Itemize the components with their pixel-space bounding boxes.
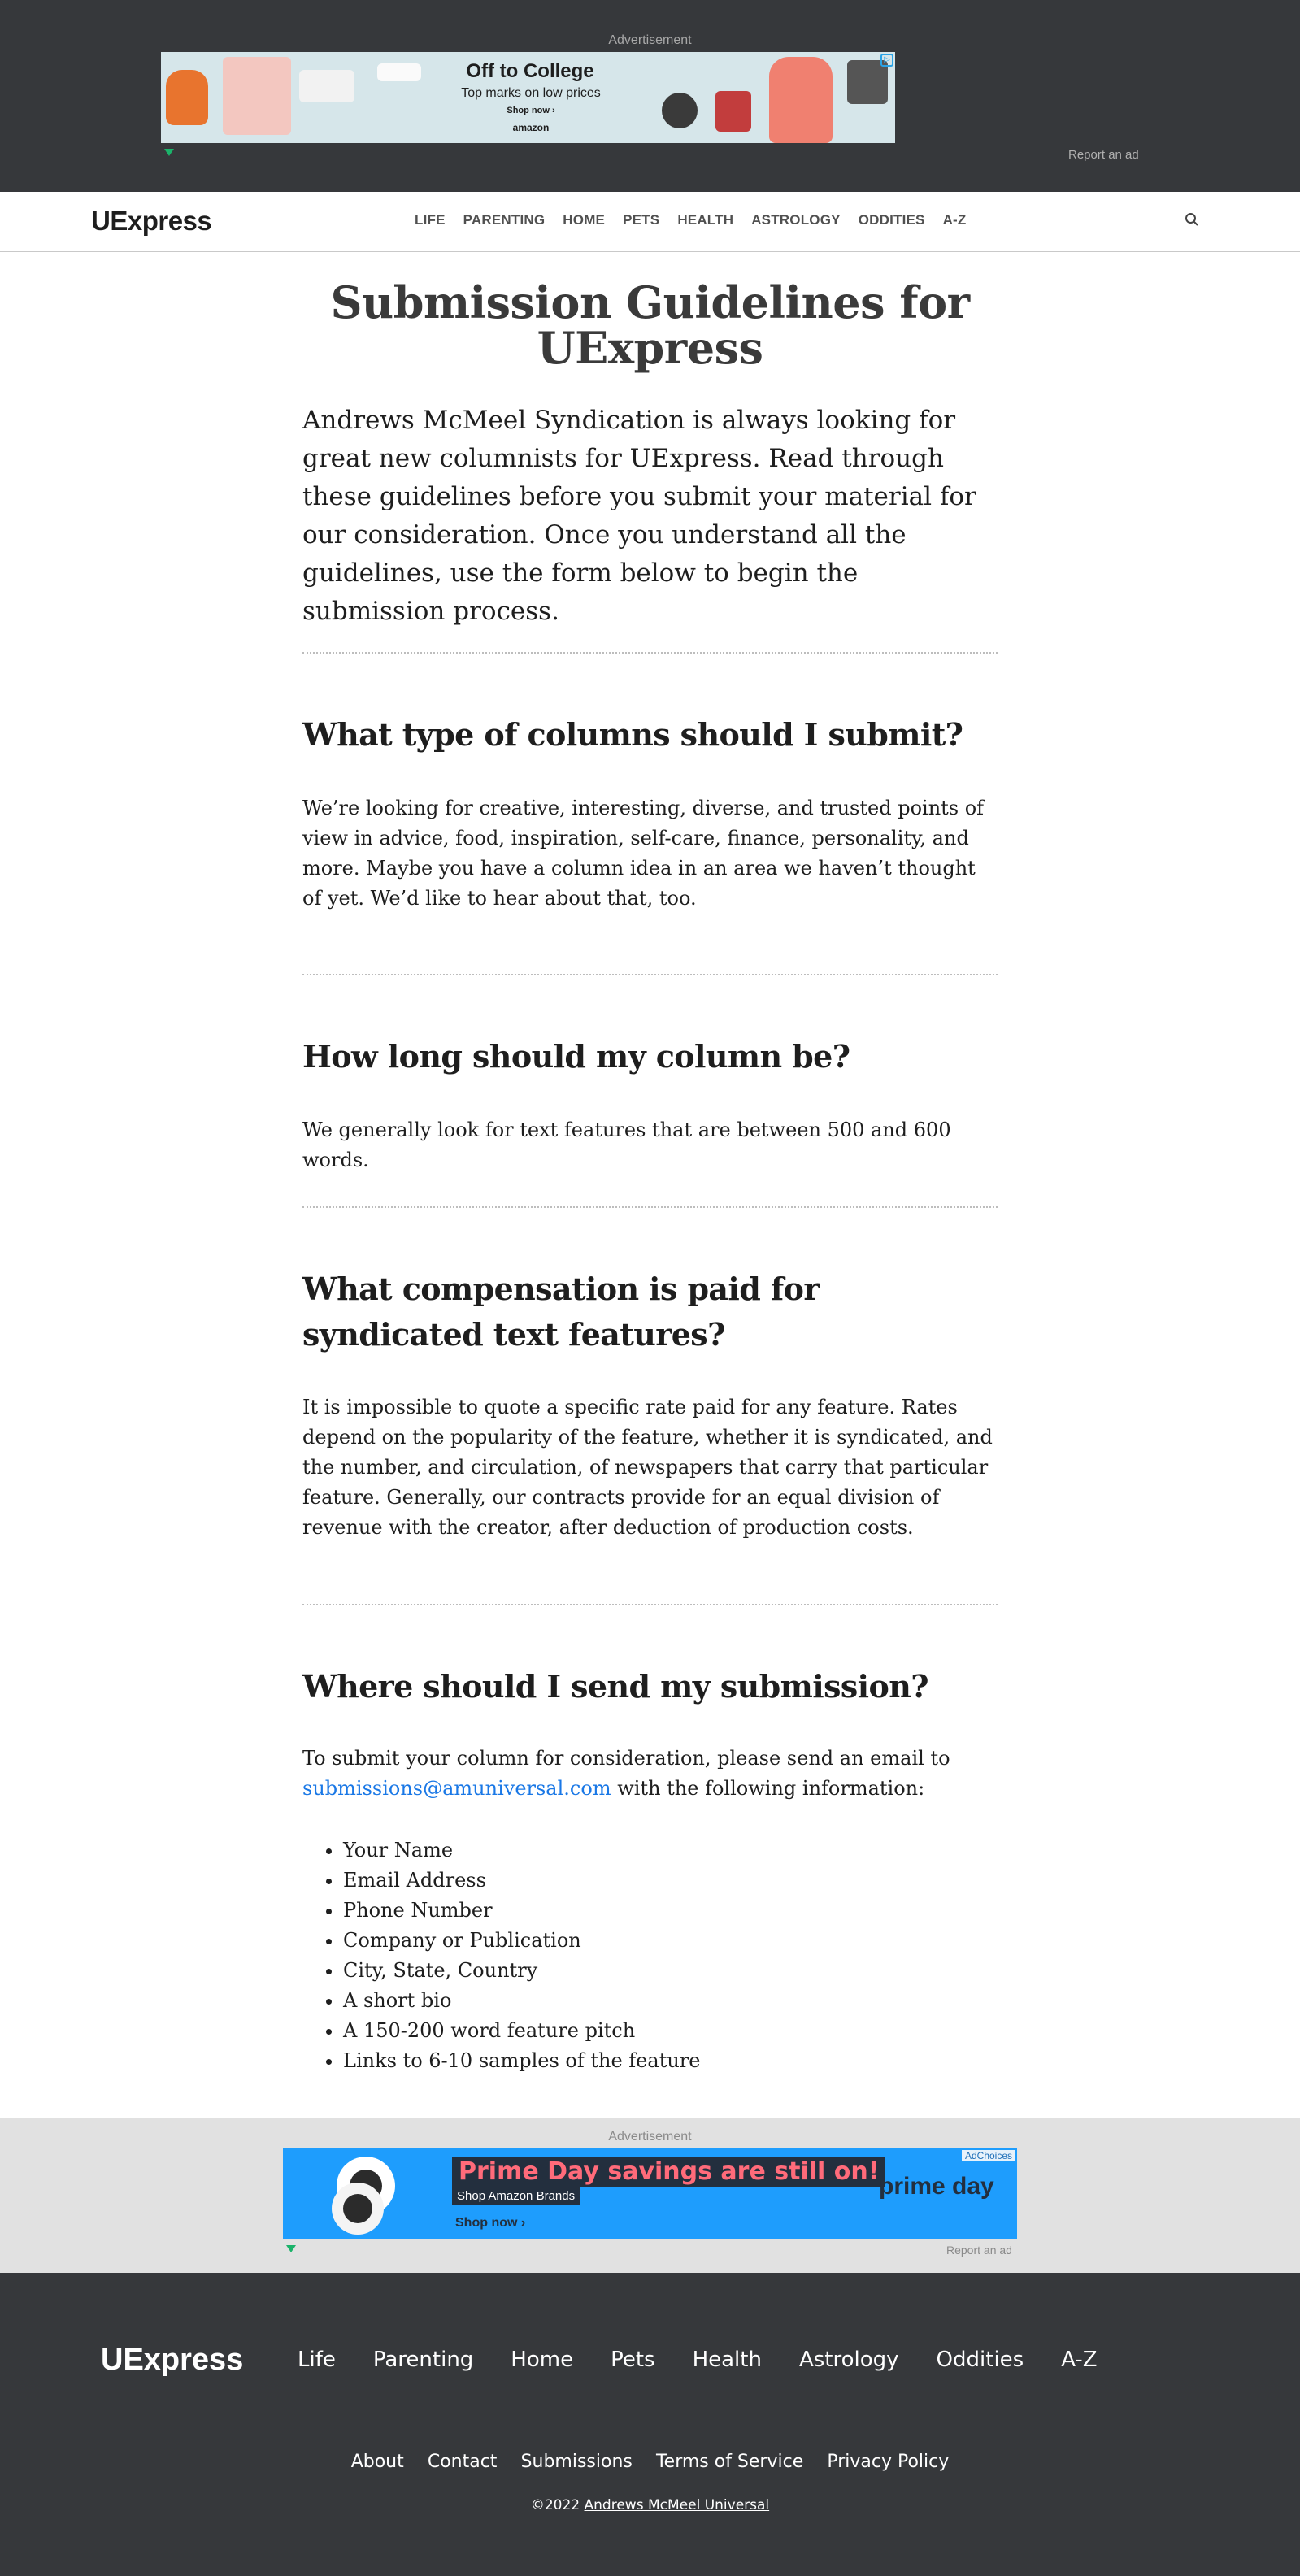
- footer-link-about[interactable]: About: [350, 2452, 404, 2472]
- list-item: • City, State, Country: [343, 1956, 998, 1986]
- ad-shop-now[interactable]: Shop now ›: [455, 2216, 526, 2230]
- snacks-image: [715, 91, 751, 132]
- section-body: It is impossible to quote a specific rate paid for any feature. Rates depend on the popularity of the feature, whether it is syndicated, and the number, and circulation, of newspapers that carry that particular feature. Generally, our contracts provide for an equal division of revenue with the creator, after deduction of production costs.: [302, 1396, 993, 1539]
- section-body: [302, 1744, 998, 1804]
- page-title: Submission Guidelines for UExpress: [330, 276, 970, 374]
- footer-nav-pets[interactable]: Pets: [611, 2348, 655, 2372]
- submission-text-after: with the following information:: [611, 1777, 925, 1800]
- footer-logo[interactable]: UExpress: [101, 2343, 244, 2377]
- section-heading: What compensation is paid for syndicated text features?: [302, 1271, 820, 1353]
- list-item: • A short bio: [343, 1986, 998, 2016]
- copyright-link[interactable]: Andrews McMeel Universal: [584, 2497, 770, 2513]
- footer-link-contact[interactable]: Contact: [427, 2452, 498, 2472]
- list-item: • Email Address: [343, 1866, 998, 1896]
- footer-nav-a-z[interactable]: A-Z: [1061, 2348, 1098, 2372]
- ad-provider-icon[interactable]: [164, 149, 174, 156]
- list-item: • A 150-200 word feature pitch: [343, 2016, 998, 2046]
- college-ad-banner[interactable]: [161, 52, 895, 143]
- nav-item-astrology[interactable]: ASTROLOGY: [751, 212, 841, 228]
- bottom-ad-region: [0, 2118, 1300, 2273]
- ad-provider-icon[interactable]: [286, 2245, 296, 2252]
- copyright: [0, 2497, 1300, 2513]
- report-ad-link[interactable]: Report an ad: [1068, 148, 1139, 162]
- site-logo[interactable]: UExpress: [91, 206, 212, 236]
- amazon-logo: amazon: [512, 122, 550, 133]
- nav-item-a-z[interactable]: A-Z: [942, 212, 967, 228]
- coffee-pod-top: [343, 2194, 372, 2223]
- submission-text-before: To submit your column for consideration, please send an email to: [302, 1747, 950, 1770]
- search-icon[interactable]: [1185, 212, 1199, 227]
- site-header: [0, 192, 1300, 252]
- nav-item-life[interactable]: LIFE: [415, 212, 446, 228]
- nav-item-pets[interactable]: PETS: [623, 212, 660, 228]
- report-ad-link[interactable]: Report an ad: [946, 2244, 1012, 2257]
- advertisement-label: Advertisement: [608, 33, 692, 47]
- ad-subline: Top marks on low prices: [461, 86, 601, 100]
- footer-link-terms[interactable]: Terms of Service: [655, 2452, 804, 2472]
- section-heading: Where should I send my submission?: [302, 1668, 928, 1705]
- footer-nav-parenting[interactable]: Parenting: [372, 2348, 474, 2372]
- list-item: • Your Name: [343, 1835, 998, 1866]
- footer-nav-health[interactable]: Health: [692, 2348, 762, 2372]
- ad-subline: Shop Amazon Brands: [452, 2187, 580, 2205]
- nav-item-health[interactable]: HEALTH: [677, 212, 734, 228]
- section-body: We’re looking for creative, interesting, diverse, and trusted points of view in advice, food, inspiration, self-care, finance, personality, and more. Maybe you have a column idea in an area we haven’t thought of yet. We’d like to hear about that, too.: [302, 797, 985, 910]
- section-divider: [302, 1206, 998, 1208]
- main-nav: [415, 212, 967, 232]
- intro-paragraph: Andrews McMeel Syndication is always looking for great new columnists for UExpress. Read through these guidelines before you submit your material for our consideration. Once you understand all the guidelines, use the form below to begin the submission process.: [302, 406, 976, 626]
- list-item: • Links to 6-10 samples of the feature: [343, 2046, 998, 2076]
- footer-nav-home[interactable]: Home: [511, 2348, 574, 2372]
- section-divider: [302, 1604, 998, 1605]
- footer-nav-astrology[interactable]: Astrology: [798, 2348, 899, 2372]
- adchoices-link[interactable]: AdChoices: [962, 2150, 1015, 2161]
- footer-nav-life[interactable]: Life: [298, 2348, 336, 2372]
- footer-link-privacy[interactable]: Privacy Policy: [827, 2452, 950, 2472]
- section-body: We generally look for text features that are between 500 and 600 words.: [302, 1119, 951, 1171]
- footer-links: [0, 2452, 1300, 2472]
- nav-item-parenting[interactable]: PARENTING: [463, 212, 546, 228]
- section-divider: [302, 974, 998, 975]
- handbag-image: [166, 70, 208, 125]
- copyright-text: ©2022: [530, 2497, 585, 2513]
- footer-nav-oddities[interactable]: Oddities: [936, 2348, 1024, 2372]
- advertisement-label: Advertisement: [608, 2130, 692, 2144]
- list-item: • Phone Number: [343, 1896, 998, 1926]
- slippers-image: [377, 63, 421, 81]
- ad-headline: Off to College: [466, 60, 594, 82]
- top-ad-region: [0, 0, 1300, 192]
- ad-shop-now[interactable]: Shop now ›: [507, 106, 555, 115]
- prime-day-logo: prime day: [879, 2173, 994, 2200]
- site-footer: [0, 2273, 1300, 2576]
- nav-item-home[interactable]: HOME: [563, 212, 606, 228]
- speaker-image: [847, 60, 888, 104]
- adchoices-icon[interactable]: ▷: [880, 54, 893, 67]
- nav-item-oddities[interactable]: ODDITIES: [858, 212, 925, 228]
- headphones-image: [662, 93, 698, 128]
- section-divider: [302, 652, 998, 654]
- submission-email-link[interactable]: submissions@amuniversal.com: [302, 1777, 611, 1800]
- list-item: • Company or Publication: [343, 1926, 998, 1956]
- footer-nav: [298, 2348, 1098, 2372]
- prime-day-ad-banner[interactable]: [283, 2148, 1017, 2239]
- ad-headline: Prime Day savings are still on!: [452, 2157, 885, 2187]
- requirements-list: [302, 1835, 998, 2076]
- storage-cart-image: [223, 57, 291, 135]
- section-heading: How long should my column be?: [302, 1038, 850, 1075]
- sandals-image: [299, 70, 354, 102]
- footer-link-submissions[interactable]: Submissions: [520, 2452, 633, 2472]
- section-heading: What type of columns should I submit?: [302, 716, 963, 753]
- backpack-image: [769, 57, 833, 143]
